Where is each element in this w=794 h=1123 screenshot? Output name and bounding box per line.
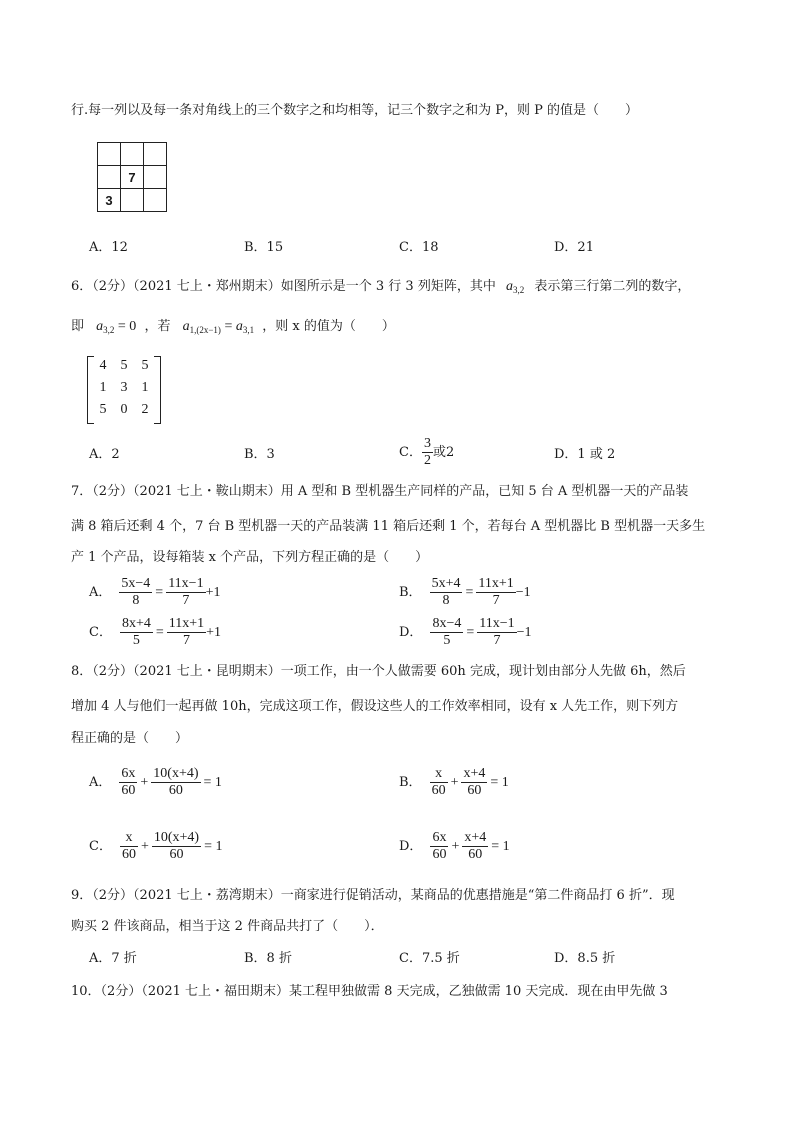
- equation-tail: +1: [205, 584, 221, 600]
- equation: [430, 766, 509, 799]
- numerator: 11x−1: [479, 616, 515, 631]
- q6-symbol-a32: [506, 279, 524, 294]
- q6-option-a: A．2: [89, 447, 120, 462]
- denominator: 60: [468, 847, 483, 862]
- matrix-cell: 5: [141, 358, 149, 373]
- q8-line2: 增加 4 人与他们一起再做 10h，完成这项工作，假设这些人的工作效率相同，设有 x 人先工作，则下列方: [71, 699, 679, 714]
- subscript: 3,2: [512, 285, 525, 295]
- q7-line1: 7．（2分）（2021 七上・鞍山期末）用 A 型和 B 型机器生产同样的产品，已知 5 台 A 型机器一天的产品装: [71, 484, 689, 499]
- q5-stem: 行.每一列以及每一条对角线上的三个数字之和均相等，记三个数字之和为 P，则 P 的值是（ ）: [71, 103, 639, 118]
- fraction: [151, 766, 200, 799]
- denominator: 60: [168, 783, 183, 798]
- denominator: 60: [431, 783, 446, 798]
- fraction: [152, 830, 201, 863]
- numerator: 6x: [432, 830, 447, 845]
- grid-cell: [121, 143, 144, 166]
- equation: [430, 830, 509, 863]
- magic-square-grid: [97, 142, 167, 212]
- q6-option-c-fraction: [422, 436, 433, 469]
- equation-tail: −1: [516, 624, 532, 640]
- fraction: [462, 830, 488, 863]
- numerator: 5x+4: [431, 576, 461, 591]
- numerator: 11x+1: [168, 616, 205, 631]
- q8-option-d: [399, 830, 510, 863]
- numerator: 11x−1: [168, 576, 204, 591]
- option-label: B．: [399, 584, 422, 600]
- numerator: 8x−4: [432, 616, 462, 631]
- q6-option-c-label: C．: [399, 444, 422, 460]
- q6-option-d: D．1 或 2: [554, 447, 616, 462]
- numerator: 10(x+4): [153, 766, 199, 781]
- q7-option-c: [89, 616, 221, 649]
- q7-option-a: [89, 576, 221, 609]
- symbol-a: a: [182, 319, 190, 334]
- q6-line2-c: ，则 x 的值为（ ）: [262, 319, 395, 334]
- symbol-a: a: [505, 279, 513, 294]
- equation: [430, 616, 531, 649]
- denominator: 60: [121, 847, 136, 862]
- plus-sign: +: [451, 838, 460, 854]
- q6-line1: [71, 277, 690, 300]
- plus-sign: +: [450, 774, 459, 790]
- equation-tail: = 1: [203, 774, 222, 790]
- numerator: 10(x+4): [153, 830, 200, 845]
- denominator: 60: [121, 783, 136, 798]
- q5-option-c: C．18: [399, 240, 439, 255]
- denominator: 5: [443, 633, 451, 648]
- subscript: 3,1: [242, 325, 255, 335]
- equals-sign: =: [466, 624, 475, 640]
- fraction: [430, 616, 463, 649]
- fraction: [477, 616, 516, 649]
- q5-option-b: B．15: [244, 240, 284, 255]
- matrix-cell: 5: [99, 402, 107, 417]
- option-label: A．: [89, 584, 112, 600]
- matrix-cell: 0: [120, 402, 128, 417]
- grid-cell: [144, 189, 167, 212]
- equation: [120, 616, 221, 649]
- equation-tail: +1: [206, 624, 222, 640]
- fraction: [119, 576, 152, 609]
- q10-line1: 10．（2分）（2021 七上・福田期末）某工程甲独做需 8 天完成，乙独做需 10 天完成．现在由甲先做 3: [71, 984, 668, 999]
- numerator: 3: [423, 436, 431, 451]
- equation: [119, 766, 222, 799]
- denominator: 2: [423, 453, 431, 468]
- grid-cell: [98, 166, 121, 189]
- matrix-cell: 3: [120, 380, 128, 395]
- denominator: 8: [132, 593, 140, 608]
- q6-line2-a: 即: [71, 319, 85, 334]
- q8-option-b: [399, 766, 509, 799]
- grid-cell: [98, 143, 121, 166]
- option-label: A．: [89, 774, 112, 790]
- q8-option-a: [89, 766, 222, 799]
- numerator: x: [430, 766, 448, 783]
- q5-option-a: A．12: [89, 240, 128, 255]
- numerator: 6x: [121, 766, 136, 781]
- q6-line2: [71, 317, 395, 340]
- denominator: 60: [169, 847, 184, 862]
- grid-cell: 3: [98, 189, 121, 212]
- q6-line2-b: ，若: [144, 319, 171, 334]
- numerator: 8x+4: [121, 616, 151, 631]
- equation: [430, 576, 531, 609]
- q9-line2: 购买 2 件该商品，相当于这 2 件商品共打了（ ）．: [71, 919, 384, 934]
- q6-line1-text: 6．（2分）（2021 七上・郑州期末）如图所示是一个 3 行 3 列矩阵，其中: [71, 279, 496, 294]
- equation-tail: = 1: [491, 838, 510, 854]
- denominator: 60: [432, 847, 447, 862]
- subscript: 1,(2x−1): [189, 325, 221, 335]
- fraction: [461, 766, 487, 799]
- fraction: [120, 830, 138, 863]
- q7-option-d: [399, 616, 532, 649]
- grid-cell: [144, 166, 167, 189]
- q5-option-d: D．21: [554, 240, 594, 255]
- option-label: C．: [89, 838, 112, 854]
- q8-option-c: [89, 830, 223, 863]
- option-label: B．: [399, 774, 422, 790]
- option-label: D．: [399, 624, 423, 640]
- q6-eq-a32-zero: [96, 319, 136, 334]
- q9-option-d: D．8.5 折: [554, 951, 616, 966]
- q7-line3: 产 1 个产品，设每箱装 x 个产品，下列方程正确的是（ ）: [71, 550, 429, 565]
- q7-option-b: [399, 576, 531, 609]
- equation-tail: −1: [515, 584, 531, 600]
- plus-sign: +: [140, 838, 149, 854]
- fraction: [119, 766, 137, 799]
- numerator: x: [120, 830, 138, 847]
- q6-matrix: [87, 356, 161, 424]
- denominator: 8: [442, 593, 450, 608]
- fraction: [476, 576, 515, 609]
- q6-option-b: B．3: [244, 447, 275, 462]
- grid-cell: [144, 143, 167, 166]
- matrix-left-bracket: [87, 356, 94, 424]
- option-label: D．: [399, 838, 423, 854]
- numerator: 5x−4: [121, 576, 151, 591]
- fraction: [430, 830, 448, 863]
- fraction: [167, 616, 206, 649]
- fraction: [430, 576, 463, 609]
- q6-line1-tail: 表示第三行第二列的数字，: [534, 279, 691, 294]
- q9-option-c: C．7.5 折: [399, 951, 460, 966]
- grid-cell: [121, 189, 144, 212]
- matrix-cell: 1: [99, 380, 107, 395]
- matrix-right-bracket: [154, 356, 161, 424]
- equation: [120, 830, 223, 863]
- equals-sign: =: [155, 624, 164, 640]
- plus-sign: +: [140, 774, 149, 790]
- subscript: 3,2: [103, 325, 115, 335]
- equals-sign: =: [155, 584, 164, 600]
- q9-option-b: B．8 折: [244, 951, 292, 966]
- q9-line1: 9．（2分）（2021 七上・荔湾期末）一商家进行促销活动，某商品的优惠措施是“第二件商品打 6 折”．现: [71, 888, 675, 903]
- q8-line1: 8．（2分）（2021 七上・昆明期末）一项工作，由一个人做需要 60h 完成，现计划由部分人先做 6h，然后: [71, 664, 686, 679]
- eq-sign: =: [220, 319, 236, 334]
- option-label: C．: [89, 624, 112, 640]
- fraction: [430, 766, 448, 799]
- denominator: 7: [182, 593, 190, 608]
- fraction: [120, 616, 153, 649]
- equation-tail: = 1: [204, 838, 223, 854]
- grid-cell: 7: [121, 166, 144, 189]
- equals-sign: =: [465, 584, 474, 600]
- q6-option-c-tail: 或2: [432, 444, 455, 460]
- denominator: 60: [467, 783, 482, 798]
- q8-line3: 程正确的是（ ）: [71, 731, 189, 746]
- q6-option-c: [399, 436, 454, 469]
- q7-line2: 满 8 箱后还剩 4 个，7 台 B 型机器一天的产品装满 11 箱后还剩 1 个，若每台 A 型机器比 B 型机器一天多生: [71, 519, 706, 534]
- denominator: 5: [132, 633, 140, 648]
- eq-zero: = 0: [114, 319, 137, 334]
- denominator: 7: [492, 593, 500, 608]
- matrix-cell: 5: [120, 358, 128, 373]
- matrix-cell: 1: [141, 380, 149, 395]
- numerator: 11x+1: [478, 576, 514, 591]
- symbol-a: a: [235, 319, 243, 334]
- equation-tail: = 1: [490, 774, 509, 790]
- q6-eq-condition: [183, 319, 254, 334]
- matrix-cell: 2: [141, 402, 149, 417]
- numerator: x+4: [464, 830, 487, 845]
- q9-option-a: A．7 折: [89, 951, 137, 966]
- denominator: 7: [493, 633, 501, 648]
- denominator: 7: [182, 633, 190, 648]
- numerator: x+4: [463, 766, 486, 781]
- symbol-a: a: [96, 319, 104, 334]
- fraction: [166, 576, 205, 609]
- equation: [119, 576, 220, 609]
- matrix-cell: 4: [99, 358, 107, 373]
